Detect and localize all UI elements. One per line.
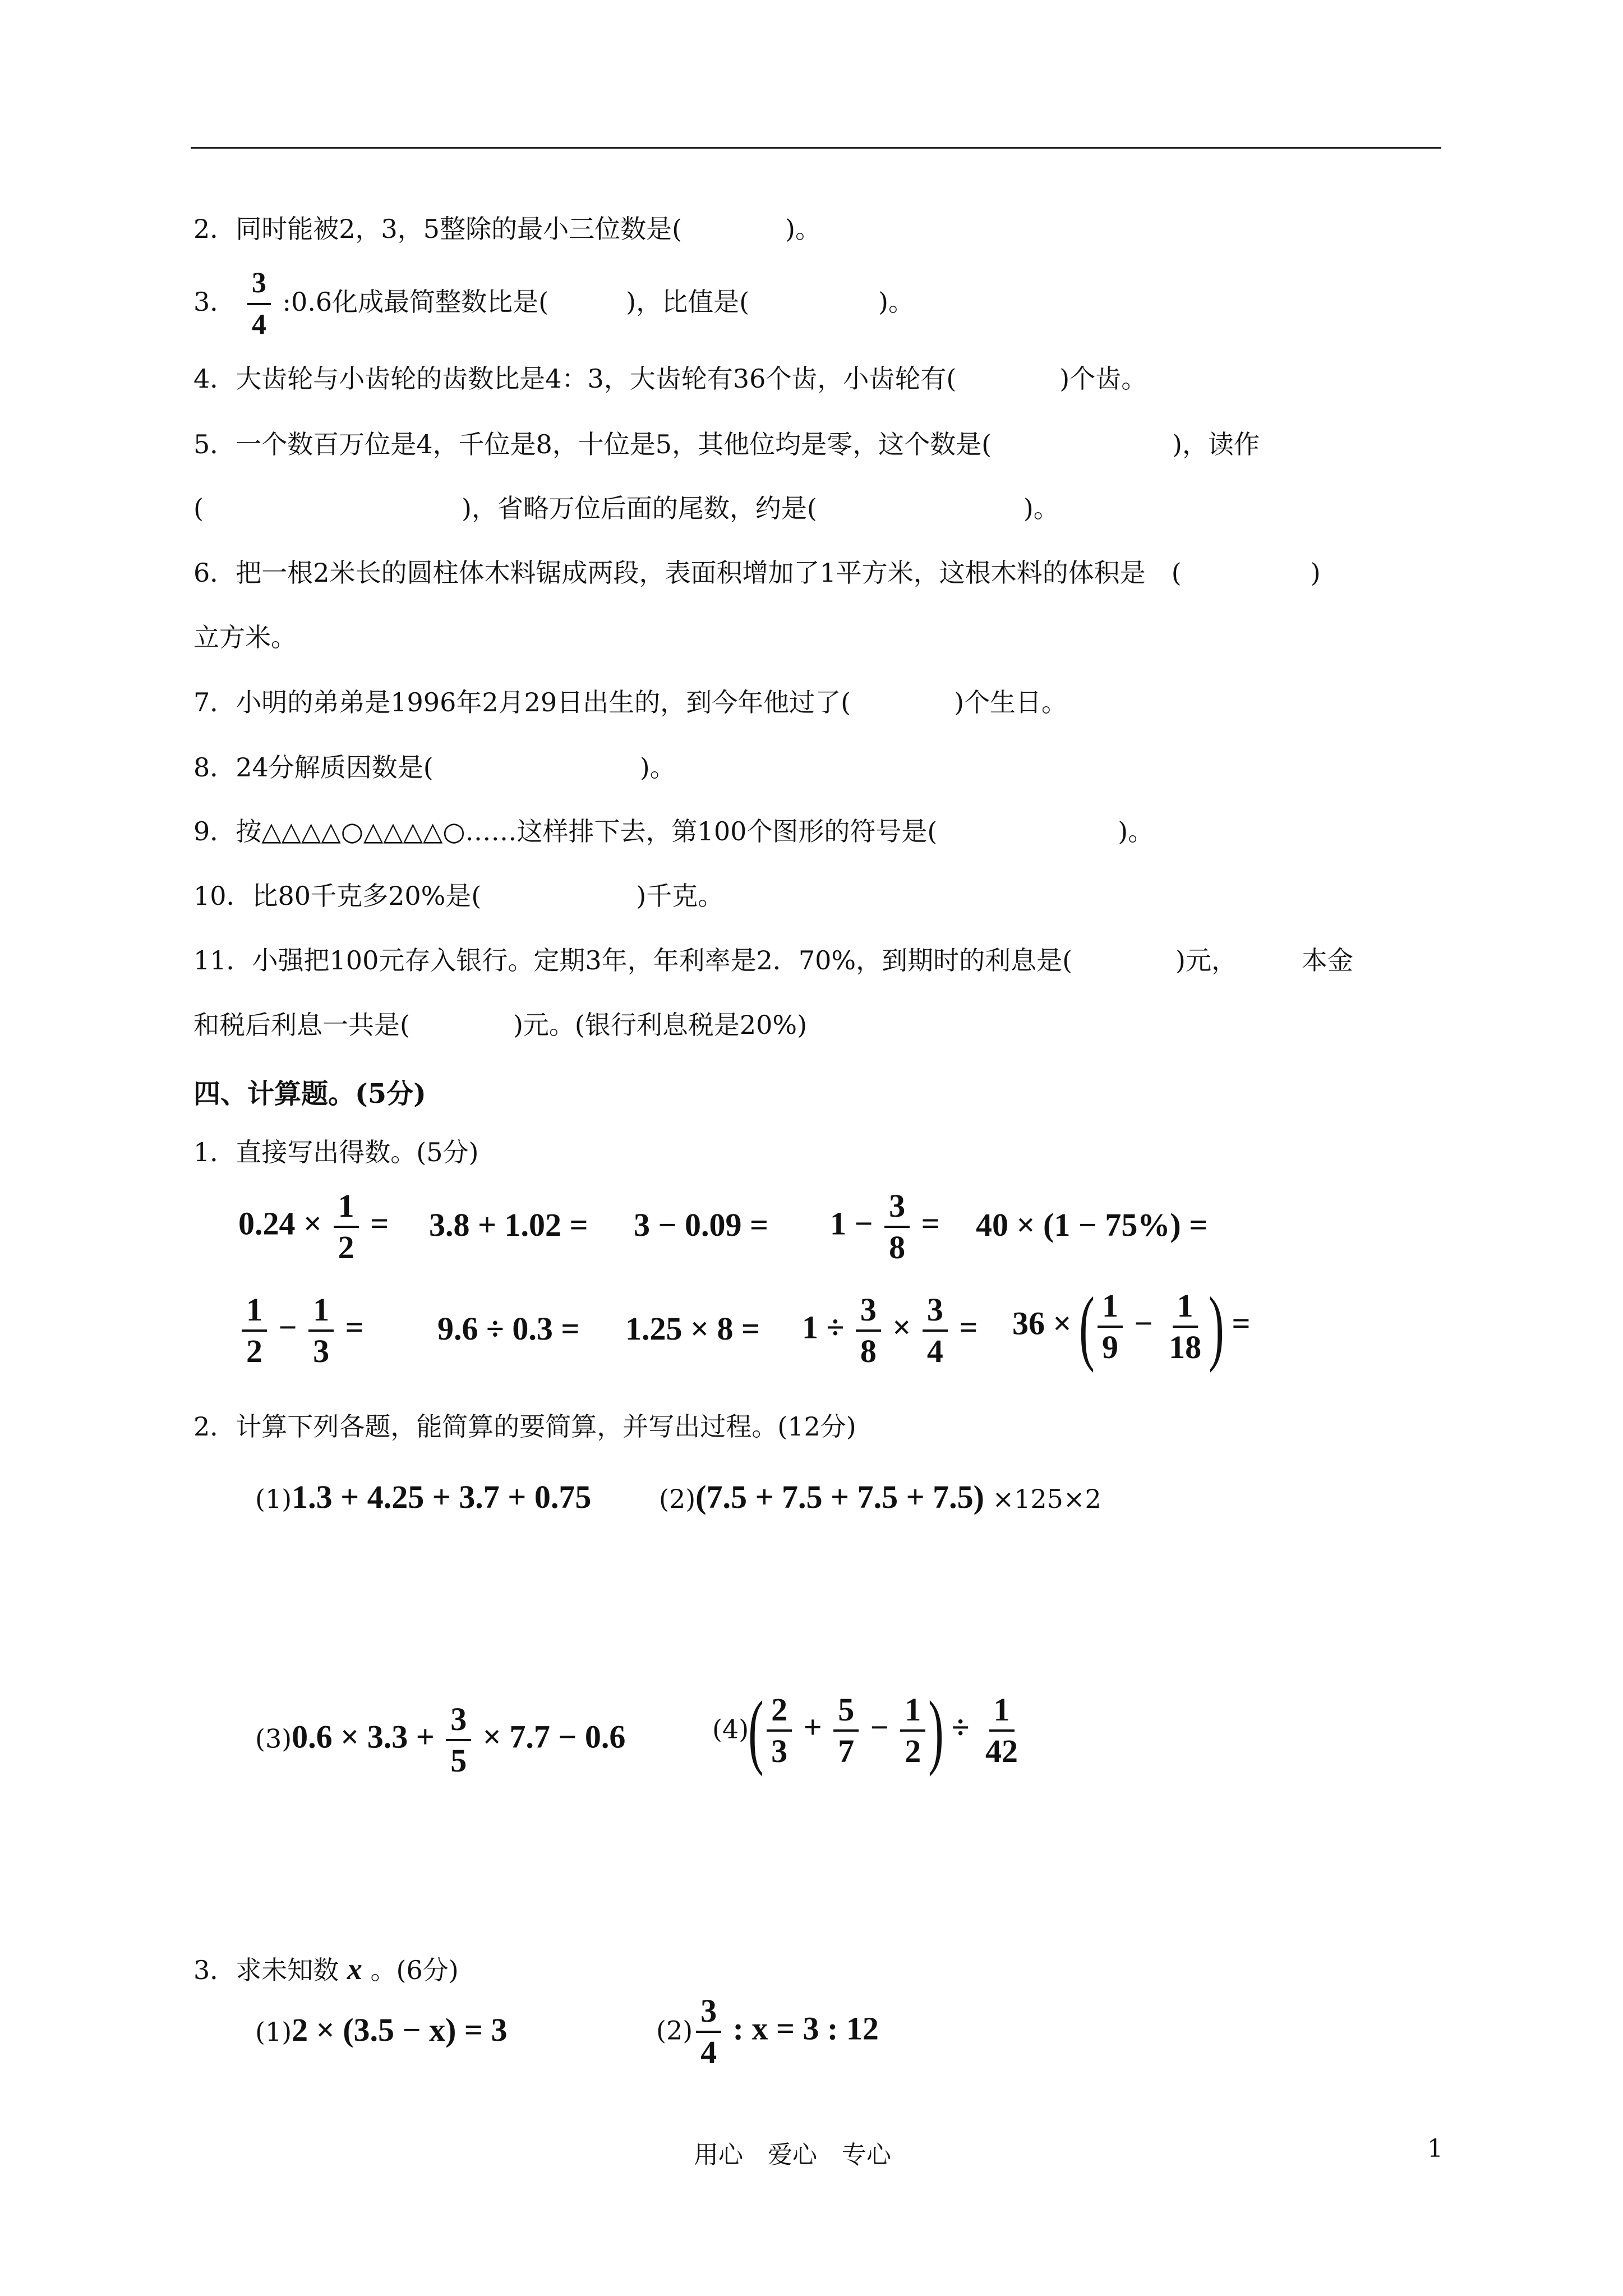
- calc-item-1: [255, 1478, 591, 1516]
- title-text: 3．求未知数: [193, 1955, 339, 1985]
- question-5-line-2: ( )，省略万位后面的尾数，约是( )。: [193, 493, 1059, 523]
- item-label: (1): [255, 2017, 292, 2047]
- fraction-denominator: 2: [338, 1229, 354, 1266]
- unknown-variable: x: [347, 1952, 362, 1986]
- oral-calc-2e: [1012, 1280, 1251, 1373]
- expr-part: 2 × (3.5 − x) = 3: [292, 2012, 508, 2048]
- question-11-line-1: 11．小强把100元存入银行。定期3年，年利率是2．70%，到期时的利息是( )元， 本金: [193, 945, 1354, 976]
- fraction: [833, 1690, 859, 1771]
- section-4-heading: 四、计算题。(5分): [193, 1078, 426, 1110]
- left-paren: (: [748, 1684, 764, 1777]
- oral-calc-2d: [802, 1290, 978, 1371]
- fraction-denominator: 2: [246, 1333, 262, 1369]
- expr-part: =: [913, 1205, 940, 1242]
- problem-1-title: 1．直接写出得数。(5分): [193, 1137, 479, 1167]
- expr-part: +: [795, 1709, 831, 1746]
- fraction-denominator: 5: [450, 1742, 467, 1779]
- oral-calc-2c: 1.25 × 8 =: [625, 1310, 760, 1347]
- fraction-numerator: 3: [446, 1700, 471, 1741]
- problem-3-title: [193, 1952, 459, 1987]
- fraction: [856, 1290, 881, 1371]
- item-label: (2): [659, 1484, 696, 1514]
- fraction-denominator: 42: [985, 1733, 1018, 1769]
- question-6-line-2: 立方米。: [193, 622, 297, 652]
- fraction: [900, 1690, 925, 1771]
- oral-calc-2a: [238, 1290, 364, 1371]
- oral-calc-1c: 3 − 0.09 =: [634, 1207, 769, 1243]
- question-2: 2．同时能被2，3，5整除的最小三位数是( )。: [193, 214, 821, 244]
- fraction: [767, 1690, 792, 1771]
- question-3-fraction: [247, 264, 271, 344]
- question-9: 9．按△△△△○△△△△○……这样排下去，第100个图形的符号是( )。: [193, 816, 1154, 846]
- expr-part: 1 −: [830, 1205, 882, 1242]
- item-label: (2): [656, 2015, 693, 2046]
- expr-part: =: [362, 1205, 389, 1242]
- expr-part: 36 ×: [1012, 1305, 1080, 1342]
- fraction: [334, 1186, 359, 1267]
- question-3: [193, 264, 914, 344]
- fraction-numerator: 3: [696, 1991, 721, 2033]
- header-rule: [191, 147, 1441, 149]
- item-label: (4): [712, 1714, 749, 1745]
- fraction-denominator: 18: [1169, 1329, 1202, 1365]
- expr-part: ×: [884, 1309, 919, 1346]
- expr-part: =: [1224, 1305, 1251, 1342]
- oral-calc-1e: 40 × (1 − 75%) =: [976, 1207, 1208, 1243]
- calc-item-2: [659, 1478, 1101, 1516]
- fraction: [981, 1690, 1022, 1771]
- expr-part: 0.6 × 3.3 +: [292, 1718, 443, 1755]
- question-3-text: :0.6化成最简整数比是( )，比值是( )。: [282, 287, 914, 317]
- right-paren: ): [1209, 1280, 1224, 1373]
- fraction: [446, 1700, 471, 1780]
- fraction-denominator: 4: [251, 309, 266, 341]
- expr-part: =: [951, 1309, 978, 1346]
- question-3-number: 3．: [193, 287, 236, 317]
- equation-1: [255, 2011, 507, 2049]
- fraction-numerator: 5: [833, 1690, 859, 1732]
- fraction-denominator: 9: [1102, 1329, 1119, 1365]
- fraction-denominator: 3: [771, 1733, 788, 1769]
- question-11-line-2: 和税后利息一共是( )元。(银行利息税是20%): [193, 1010, 808, 1040]
- fraction-numerator: 3: [923, 1290, 948, 1332]
- fraction: [884, 1186, 910, 1267]
- question-6-line-1: 6．把一根2米长的圆柱体木料锯成两段，表面积增加了1平方米，这根木料的体积是 ( ): [193, 558, 1321, 588]
- left-paren: (: [1079, 1280, 1095, 1373]
- oral-calc-2b: 9.6 ÷ 0.3 =: [437, 1310, 580, 1347]
- fraction-numerator: 1: [1173, 1286, 1198, 1328]
- fraction: [242, 1290, 267, 1371]
- question-4: 4．大齿轮与小齿轮的齿数比是4：3，大齿轮有36个齿，小齿轮有( )个齿。: [193, 364, 1147, 394]
- equation-2: [656, 1991, 879, 2072]
- oral-calc-1a: [238, 1186, 389, 1267]
- expr-part: ÷: [943, 1709, 978, 1746]
- expr-part: 1 ÷: [802, 1309, 852, 1346]
- fraction-numerator: 2: [767, 1690, 792, 1732]
- calc-item-3: [255, 1700, 625, 1780]
- problem-2-title: 2．计算下列各题，能简算的要简算，并写出过程。(12分): [193, 1411, 856, 1442]
- fraction-numerator: 1: [242, 1290, 267, 1332]
- item-label: (1): [255, 1484, 292, 1514]
- fraction-numerator: 3: [884, 1186, 910, 1228]
- fraction-numerator: 1: [989, 1690, 1015, 1732]
- question-7: 7．小明的弟弟是1996年2月29日出生的，到今年他过了( )个生日。: [193, 687, 1068, 717]
- calc-item-4: [712, 1684, 1026, 1777]
- page-number: 1: [1427, 2134, 1443, 2163]
- footer-motto: 用心 爱心 专心: [694, 2141, 891, 2169]
- fraction: [696, 1991, 721, 2072]
- fraction-denominator: 8: [889, 1229, 906, 1266]
- fraction: [923, 1290, 948, 1371]
- question-10: 10．比80千克多20%是( )千克。: [193, 881, 724, 911]
- expr-part: (7.5 + 7.5 + 7.5 + 7.5): [695, 1479, 984, 1515]
- expr-part: −: [862, 1709, 897, 1746]
- expr-part: 1.3 + 4.25 + 3.7 + 0.75: [292, 1479, 592, 1515]
- fraction-numerator: 3: [247, 264, 271, 305]
- oral-calc-1d: [830, 1186, 940, 1267]
- question-8: 8．24分解质因数是( )。: [193, 752, 676, 783]
- fraction-denominator: 8: [860, 1333, 877, 1369]
- fraction: [1164, 1286, 1206, 1367]
- fraction: [308, 1290, 334, 1371]
- fraction-numerator: 1: [334, 1186, 359, 1228]
- expr-part: −: [1126, 1305, 1161, 1342]
- right-paren: ): [928, 1684, 944, 1777]
- fraction-denominator: 7: [838, 1733, 855, 1769]
- fraction-denominator: 4: [700, 2034, 717, 2070]
- expr-part: : x = 3 : 12: [725, 2010, 879, 2047]
- fraction-numerator: 1: [1098, 1286, 1123, 1328]
- fraction-numerator: 3: [856, 1290, 881, 1332]
- expr-part: ×125×2: [984, 1484, 1101, 1514]
- expr-part: × 7.7 − 0.6: [474, 1718, 626, 1755]
- fraction-numerator: 1: [900, 1690, 925, 1732]
- fraction-denominator: 2: [905, 1733, 921, 1769]
- oral-calc-1b: 3.8 + 1.02 =: [429, 1207, 588, 1243]
- expr-part: −: [270, 1309, 306, 1346]
- item-label: (3): [255, 1723, 292, 1754]
- question-5-line-1: 5．一个数百万位是4，千位是8，十位是5，其他位均是零，这个数是( )，读作: [193, 429, 1260, 459]
- fraction-denominator: 4: [926, 1333, 943, 1369]
- title-text: 。(6分): [370, 1955, 459, 1985]
- expr-part: 0.24 ×: [238, 1205, 330, 1242]
- fraction: [1098, 1286, 1123, 1367]
- fraction-numerator: 1: [308, 1290, 334, 1332]
- expr-part: =: [337, 1309, 364, 1346]
- fraction-denominator: 3: [313, 1333, 330, 1369]
